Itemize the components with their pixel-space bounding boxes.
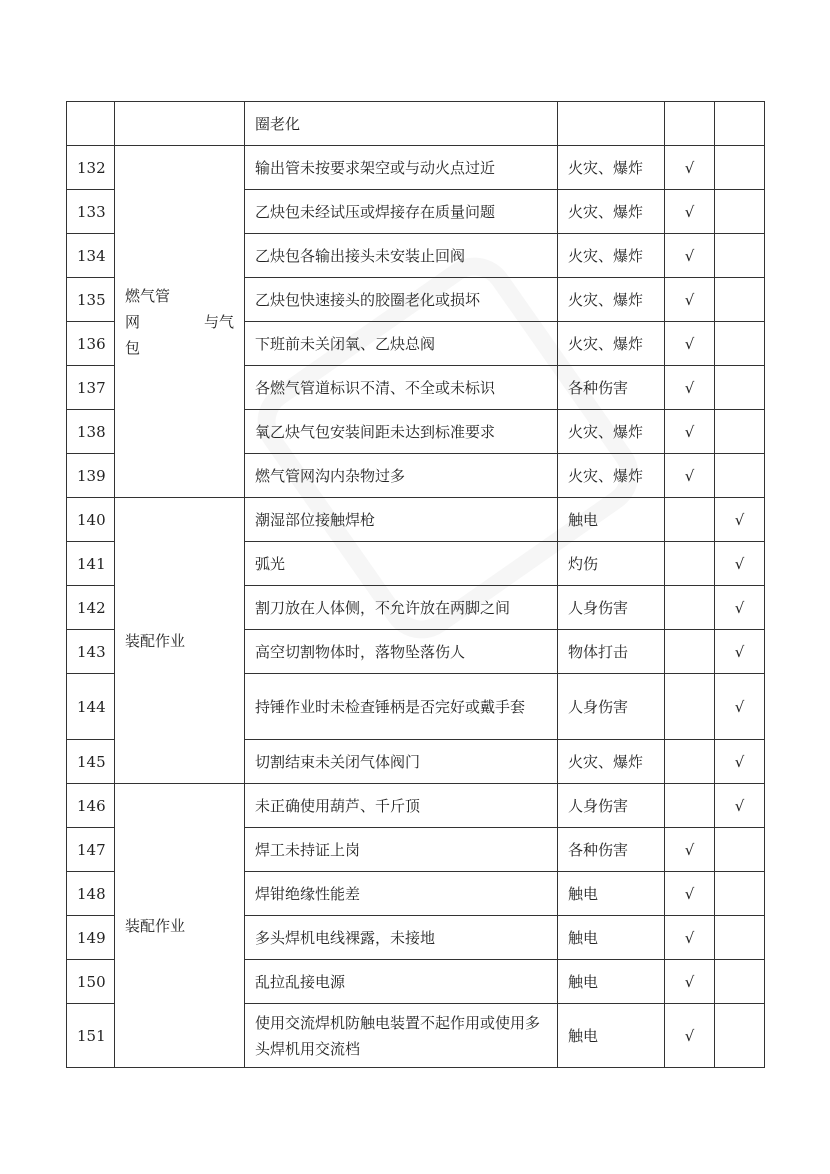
check-b: √ xyxy=(715,630,765,674)
row-number: 140 xyxy=(67,498,115,542)
category-fragment: 网 xyxy=(125,312,141,331)
consequence-cell: 人身伤害 xyxy=(558,674,665,740)
check-b xyxy=(715,828,765,872)
check-a: √ xyxy=(665,410,715,454)
check-a: √ xyxy=(665,190,715,234)
row-number: 132 xyxy=(67,146,115,190)
consequence-cell: 人身伤害 xyxy=(558,784,665,828)
row-number: 137 xyxy=(67,366,115,410)
consequence-cell: 火灾、爆炸 xyxy=(558,278,665,322)
hazard-description: 乱拉乱接电源 xyxy=(245,960,558,1004)
check-a: √ xyxy=(665,278,715,322)
check-b: √ xyxy=(715,498,765,542)
row-number: 149 xyxy=(67,916,115,960)
category-gas-pipeline xyxy=(115,146,245,498)
consequence-cell: 触电 xyxy=(558,1004,665,1068)
consequence-cell: 触电 xyxy=(558,872,665,916)
table-row xyxy=(67,102,765,146)
hazard-description: 圈老化 xyxy=(245,102,558,146)
check-b xyxy=(715,146,765,190)
consequence-cell: 灼伤 xyxy=(558,542,665,586)
check-b xyxy=(715,1004,765,1068)
hazard-description: 多头焊机电线裸露，未接地 xyxy=(245,916,558,960)
check-b xyxy=(715,234,765,278)
check-a: √ xyxy=(665,234,715,278)
check-a: √ xyxy=(665,960,715,1004)
row-number: 136 xyxy=(67,322,115,366)
hazard-description: 氧乙炔气包安装间距未达到标准要求 xyxy=(245,410,558,454)
check-b: √ xyxy=(715,586,765,630)
check-b xyxy=(715,102,765,146)
check-b xyxy=(715,410,765,454)
check-a xyxy=(665,674,715,740)
hazard-description: 乙炔包快速接头的胶圈老化或损坏 xyxy=(245,278,558,322)
check-b xyxy=(715,916,765,960)
category-assembly: 装配作业 xyxy=(115,784,245,1068)
check-a xyxy=(665,630,715,674)
check-b xyxy=(715,454,765,498)
check-b: √ xyxy=(715,542,765,586)
check-a: √ xyxy=(665,916,715,960)
category-fragment: 与气 xyxy=(203,312,234,331)
hazard-description: 焊工未持证上岗 xyxy=(245,828,558,872)
check-a xyxy=(665,784,715,828)
consequence-cell: 人身伤害 xyxy=(558,586,665,630)
row-number: 151 xyxy=(67,1004,115,1068)
hazard-description: 输出管未按要求架空或与动火点过近 xyxy=(245,146,558,190)
check-b xyxy=(715,872,765,916)
consequence-cell: 火灾、爆炸 xyxy=(558,454,665,498)
row-number: 142 xyxy=(67,586,115,630)
hazard-description: 下班前未关闭氧、乙炔总阀 xyxy=(245,322,558,366)
table-row xyxy=(67,784,765,828)
row-number: 147 xyxy=(67,828,115,872)
check-a xyxy=(665,740,715,784)
consequence-cell: 火灾、爆炸 xyxy=(558,740,665,784)
category-assembly: 装配作业 xyxy=(115,498,245,784)
check-b xyxy=(715,322,765,366)
consequence-cell: 火灾、爆炸 xyxy=(558,190,665,234)
check-a: √ xyxy=(665,146,715,190)
check-b xyxy=(715,960,765,1004)
consequence-cell: 火灾、爆炸 xyxy=(558,234,665,278)
table-row xyxy=(67,146,765,190)
row-number: 143 xyxy=(67,630,115,674)
hazard-description: 乙炔包各输出接头未安装止回阀 xyxy=(245,234,558,278)
row-number: 146 xyxy=(67,784,115,828)
check-b xyxy=(715,190,765,234)
consequence-cell: 触电 xyxy=(558,916,665,960)
check-a: √ xyxy=(665,322,715,366)
row-number xyxy=(67,102,115,146)
row-number: 141 xyxy=(67,542,115,586)
hazard-description: 燃气管网沟内杂物过多 xyxy=(245,454,558,498)
consequence-cell: 火灾、爆炸 xyxy=(558,410,665,454)
hazard-description: 切割结束未关闭气体阀门 xyxy=(245,740,558,784)
check-b: √ xyxy=(715,674,765,740)
check-a: √ xyxy=(665,454,715,498)
check-a xyxy=(665,498,715,542)
hazard-description: 持锤作业时未检查锤柄是否完好或戴手套 xyxy=(245,674,558,740)
consequence-cell: 触电 xyxy=(558,960,665,1004)
row-number: 139 xyxy=(67,454,115,498)
check-a xyxy=(665,102,715,146)
consequence-cell: 各种伤害 xyxy=(558,828,665,872)
hazard-description: 割刀放在人体侧，不允许放在两脚之间 xyxy=(245,586,558,630)
hazard-description: 各燃气管道标识不清、不全或未标识 xyxy=(245,366,558,410)
hazard-description: 使用交流焊机防触电装置不起作用或使用多头焊机用交流档 xyxy=(245,1004,558,1068)
hazard-description: 未正确使用葫芦、千斤顶 xyxy=(245,784,558,828)
check-a: √ xyxy=(665,1004,715,1068)
category-cell xyxy=(115,102,245,146)
hazard-description: 高空切割物体时，落物坠落伤人 xyxy=(245,630,558,674)
hazard-description: 潮湿部位接触焊枪 xyxy=(245,498,558,542)
consequence-cell xyxy=(558,102,665,146)
consequence-cell: 触电 xyxy=(558,498,665,542)
check-a xyxy=(665,542,715,586)
check-a: √ xyxy=(665,828,715,872)
hazard-table xyxy=(66,101,765,1068)
category-line xyxy=(125,309,234,335)
check-b xyxy=(715,278,765,322)
row-number: 138 xyxy=(67,410,115,454)
hazard-description: 乙炔包未经试压或焊接存在质量问题 xyxy=(245,190,558,234)
row-number: 133 xyxy=(67,190,115,234)
check-b: √ xyxy=(715,784,765,828)
check-a: √ xyxy=(665,872,715,916)
consequence-cell: 物体打击 xyxy=(558,630,665,674)
check-b xyxy=(715,366,765,410)
check-a xyxy=(665,586,715,630)
row-number: 145 xyxy=(67,740,115,784)
check-a: √ xyxy=(665,366,715,410)
consequence-cell: 火灾、爆炸 xyxy=(558,322,665,366)
category-line: 燃气管 xyxy=(125,286,171,305)
consequence-cell: 各种伤害 xyxy=(558,366,665,410)
consequence-cell: 火灾、爆炸 xyxy=(558,146,665,190)
row-number: 134 xyxy=(67,234,115,278)
category-line: 包 xyxy=(125,338,141,357)
hazard-description: 弧光 xyxy=(245,542,558,586)
row-number: 150 xyxy=(67,960,115,1004)
check-b: √ xyxy=(715,740,765,784)
hazard-description: 焊钳绝缘性能差 xyxy=(245,872,558,916)
table-row xyxy=(67,498,765,542)
row-number: 148 xyxy=(67,872,115,916)
row-number: 144 xyxy=(67,674,115,740)
row-number: 135 xyxy=(67,278,115,322)
